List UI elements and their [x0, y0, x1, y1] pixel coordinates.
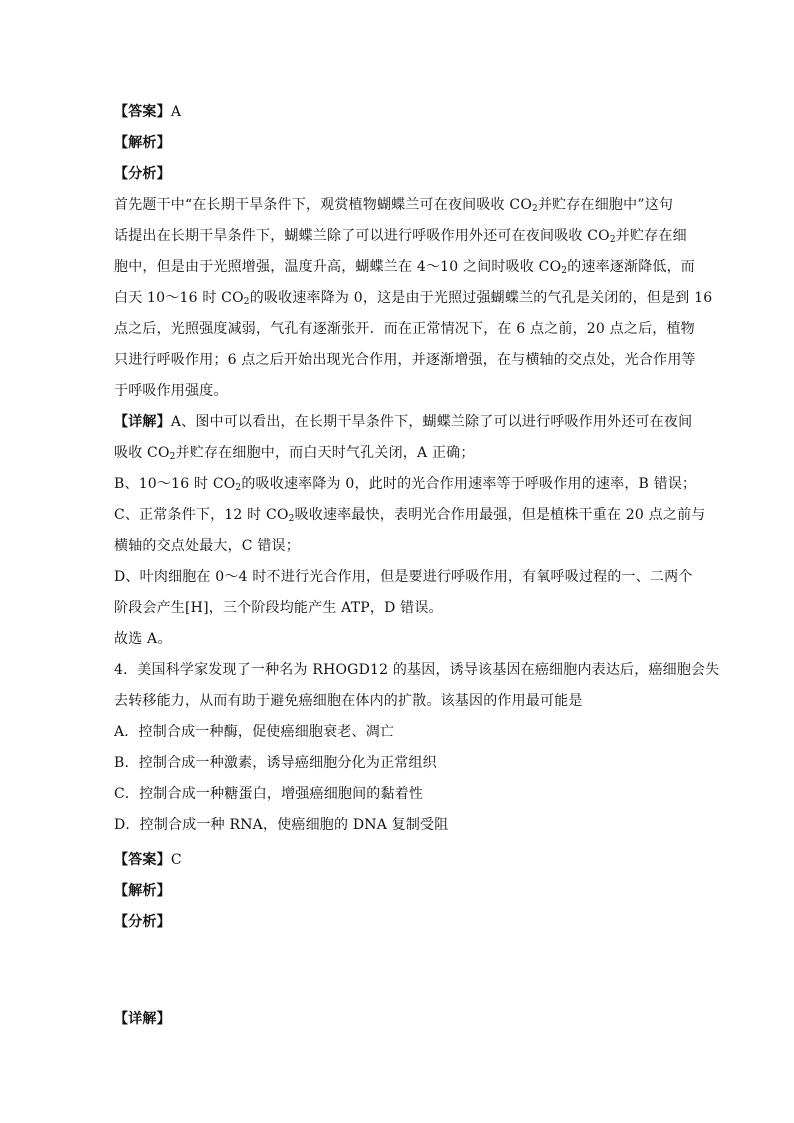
text-segment: 并贮存在细胞中”这句	[537, 197, 674, 213]
detail-line-a2	[114, 443, 475, 463]
detail-label: 【详解】	[114, 414, 171, 430]
answer-line-1	[114, 102, 181, 122]
analysis-paragraph-line-7: 于呼吸作用强度。	[114, 383, 228, 399]
subscript: 2	[169, 452, 176, 462]
text-segment: 的吸收速率降为 0，这是由于光照过强蝴蝶兰的气孔是关闭的，但是到 16	[249, 290, 713, 306]
subscript: 2	[532, 204, 538, 214]
text-segment: C、正常条件下，12 时 CO	[114, 507, 289, 523]
fenxi-heading-2: 【分析】	[114, 914, 171, 930]
fenxi-heading-1: 【分析】	[114, 166, 171, 182]
text-segment: 首先题干中“在长期干旱条件下，观赏植物蝴蝶兰可在夜间吸收 CO	[114, 197, 532, 213]
analysis-paragraph-line-5: 点之后，光照强度减弱，气孔有逐渐张开．而在正常情况下，在 6 点之前，20 点之后，植物	[114, 321, 695, 337]
text-segment: A、图中可以看出，在长期干旱条件下，蝴蝶兰除了可以进行呼吸作用外还可在夜间	[170, 414, 693, 430]
text-segment: 胞中，但是由于光照增强，温度升高，蝴蝶兰在 4～10 之间时吸收 CO	[114, 259, 562, 275]
analysis-paragraph-line-1	[114, 195, 673, 215]
analysis-heading-1: 【解析】	[114, 135, 171, 151]
question-4-option-a: A．控制合成一种酶，促使癌细胞衰老、凋亡	[114, 724, 395, 740]
analysis-paragraph-line-3	[114, 257, 695, 277]
subscript: 2	[288, 514, 295, 524]
text-segment: 并贮存在细	[615, 228, 687, 244]
detail-line-d2: 阶段会产生[H]，三个阶段均能产生 ATP，D 错误。	[114, 600, 443, 616]
detail-heading-2: 【详解】	[114, 1011, 171, 1027]
text-segment: 并贮存在细胞中，而白天时气孔关闭，A 正确；	[175, 445, 475, 461]
detail-line-b	[114, 474, 696, 494]
analysis-paragraph-line-4	[114, 288, 712, 308]
analysis-heading-2: 【解析】	[114, 883, 171, 899]
question-4-option-c: C．控制合成一种糖蛋白，增强癌细胞间的黏着性	[114, 786, 424, 802]
question-4-option-b: B．控制合成一种激素，诱导癌细胞分化为正常组织	[114, 755, 437, 771]
detail-line-d1: D、叶肉细胞在 0～4 时不进行光合作用，但是要进行呼吸作用，有氧呼吸过程的一、二两个	[114, 569, 693, 585]
text-segment: 吸收速率最快，表明光合作用最强，但是植株干重在 20 点之前与	[294, 507, 706, 523]
question-4-option-d: D．控制合成一种 RNA，使癌细胞的 DNA 复制受阻	[114, 817, 449, 833]
text-segment: B、10～16 时 CO	[114, 476, 236, 492]
subscript: 2	[609, 235, 616, 245]
subscript: 2	[243, 297, 250, 307]
text-segment: 话提出在长期干旱条件下，蝴蝶兰除了可以进行呼吸作用外还可在夜间吸收 CO	[114, 228, 610, 244]
text-segment: 白天 10～16 时 CO	[114, 290, 244, 306]
detail-line-a1	[114, 412, 692, 432]
text-segment: 吸收 CO	[114, 445, 170, 461]
analysis-paragraph-line-6: 只进行呼吸作用；6 点之后开始出现光合作用，并逐渐增强，在与横轴的交点处，光合作用等	[114, 352, 696, 368]
answer-value: A	[170, 104, 182, 120]
answer-line-2	[114, 850, 182, 870]
answer-value: C	[170, 852, 182, 868]
conclusion-line: 故选 A。	[114, 631, 172, 647]
detail-line-c1	[114, 505, 705, 525]
answer-label: 【答案】	[114, 104, 171, 120]
question-4-stem-line-1: 4．美国科学家发现了一种名为 RHOGD12 的基因，诱导该基因在癌细胞内表达后，癌细胞会失	[114, 662, 720, 678]
detail-line-c2: 横轴的交点处最大，C 错误；	[114, 538, 300, 554]
analysis-paragraph-line-2	[114, 226, 687, 246]
answer-label: 【答案】	[114, 852, 171, 868]
question-4-stem-line-2: 去转移能力，从而有助于避免癌细胞在体内的扩散。该基因的作用最可能是	[114, 693, 583, 709]
subscript: 2	[561, 266, 568, 276]
subscript: 2	[235, 483, 242, 493]
text-segment: 的吸收速率降为 0，此时的光合作用速率等于呼吸作用的速率，B 错误；	[241, 476, 697, 492]
text-segment: 的速率逐渐降低，而	[567, 259, 696, 275]
